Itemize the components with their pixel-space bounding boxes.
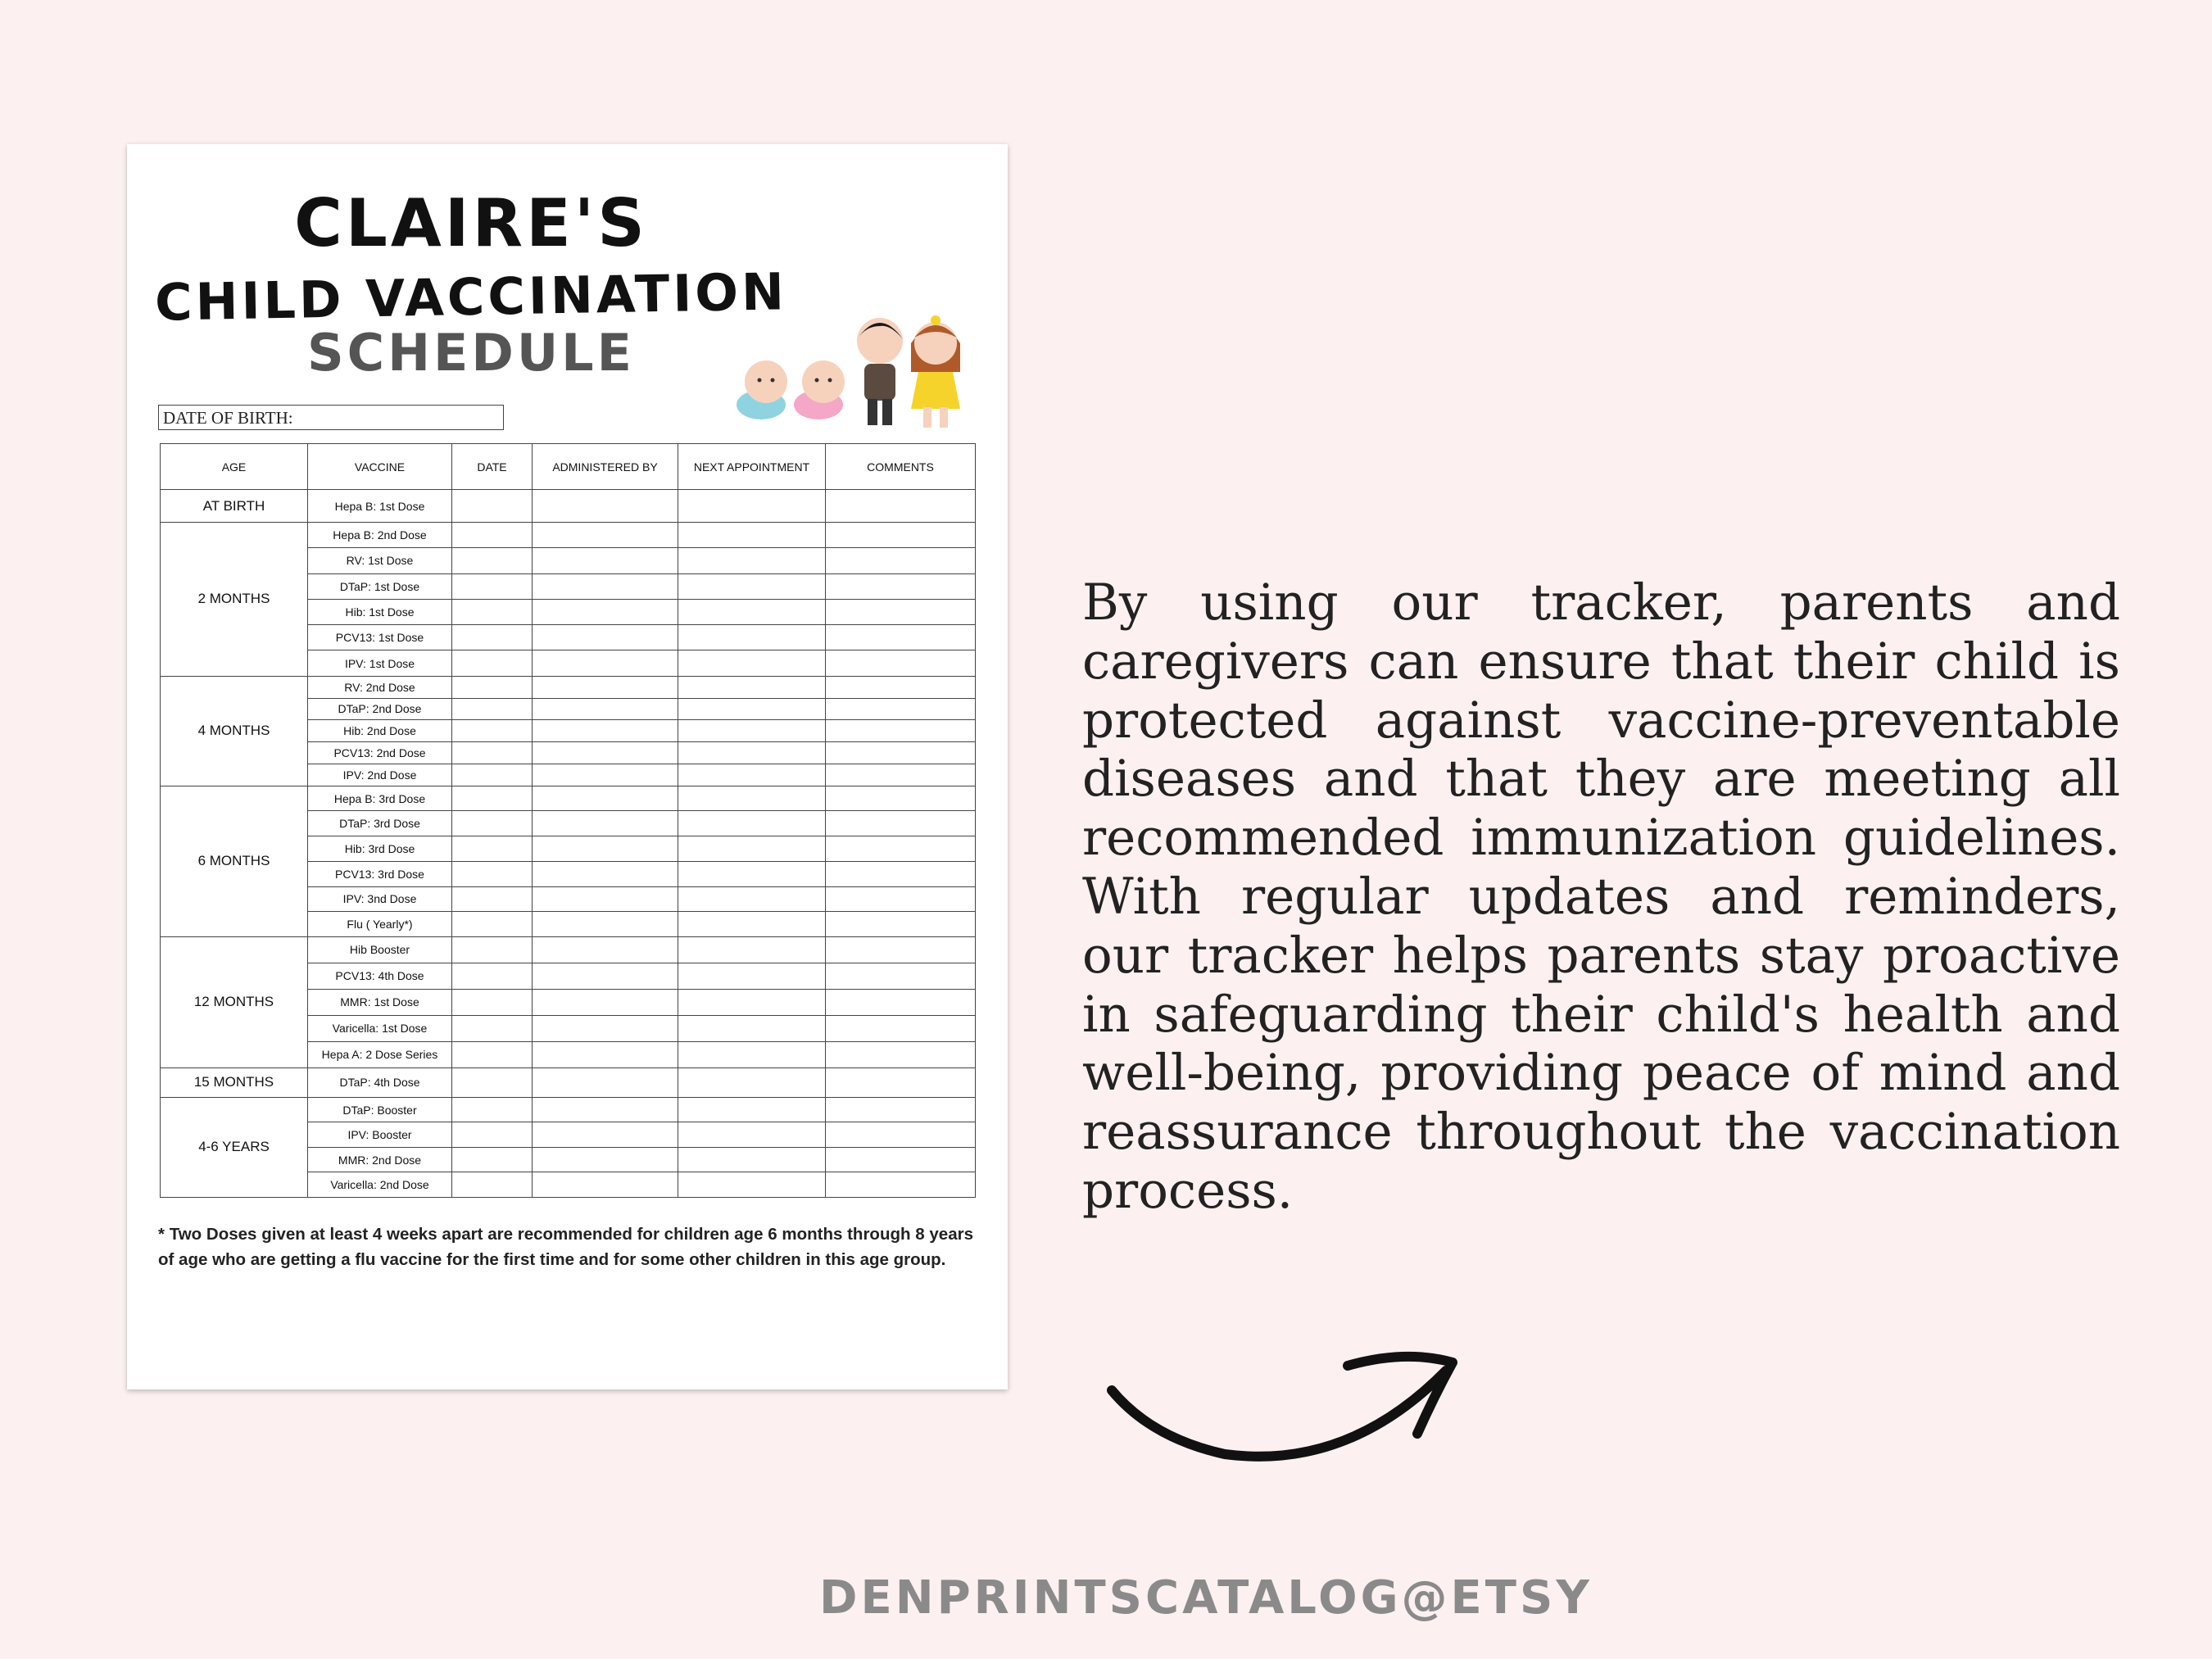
next-appointment-cell[interactable]	[678, 548, 826, 573]
administered-by-cell[interactable]	[533, 1147, 678, 1172]
comments-cell[interactable]	[826, 1097, 976, 1122]
comments-cell[interactable]	[826, 1041, 976, 1067]
vaccine-cell: DTaP: Booster	[308, 1097, 452, 1122]
comments-cell[interactable]	[826, 811, 976, 836]
comments-cell[interactable]	[826, 720, 976, 742]
administered-by-cell[interactable]	[533, 742, 678, 764]
age-cell: AT BIRTH	[161, 490, 308, 523]
table-row	[161, 490, 976, 523]
administered-by-cell[interactable]	[533, 1015, 678, 1041]
date-cell[interactable]	[452, 936, 533, 963]
next-appointment-cell[interactable]	[678, 490, 826, 523]
table-row	[161, 523, 976, 548]
date-cell[interactable]	[452, 811, 533, 836]
age-cell: 2 MONTHS	[161, 523, 308, 677]
date-cell[interactable]	[452, 963, 533, 989]
administered-by-cell[interactable]	[533, 676, 678, 698]
next-appointment-cell[interactable]	[678, 786, 826, 811]
vaccine-cell: IPV: Booster	[308, 1122, 452, 1148]
vaccine-cell: Hib: 3rd Dose	[308, 836, 452, 862]
next-appointment-cell[interactable]	[678, 573, 826, 599]
date-cell[interactable]	[452, 786, 533, 811]
vaccine-cell: Hepa B: 3rd Dose	[308, 786, 452, 811]
table-row	[161, 786, 976, 811]
date-cell[interactable]	[452, 548, 533, 573]
vaccine-cell: IPV: 2nd Dose	[308, 764, 452, 786]
vaccine-cell: DTaP: 1st Dose	[308, 573, 452, 599]
next-appointment-cell[interactable]	[678, 886, 826, 912]
next-appointment-cell[interactable]	[678, 764, 826, 786]
age-cell: 4-6 YEARS	[161, 1097, 308, 1197]
administered-by-cell[interactable]	[533, 523, 678, 548]
table-row	[161, 1067, 976, 1097]
comments-cell[interactable]	[826, 1122, 976, 1148]
comments-cell[interactable]	[826, 1147, 976, 1172]
vaccine-cell: Flu ( Yearly*)	[308, 912, 452, 937]
description-paragraph: By using our tracker, parents and caregivers can ensure that their child is protected against vaccine-preventable diseases and that they are meeting all recommended immunization guidelines. With regular updates and reminders, our tracker helps parents stay proactive in safeguarding their child's health and well-being, providing peace of mind and reassurance throughout the vaccination process.	[1082, 573, 2120, 1220]
next-appointment-cell[interactable]	[678, 1122, 826, 1148]
footnote: * Two Doses given at least 4 weeks apart are recommended for children age 6 months through 8 years of age who are getting a flu vaccine for the first time and for some other children in this age group.	[158, 1225, 973, 1269]
administered-by-cell[interactable]	[533, 548, 678, 573]
administered-by-cell[interactable]	[533, 625, 678, 650]
column-header: COMMENTS	[826, 444, 976, 490]
next-appointment-cell[interactable]	[678, 1041, 826, 1067]
vaccine-cell: Hib: 2nd Dose	[308, 720, 452, 742]
comments-cell[interactable]	[826, 650, 976, 676]
curved-arrow-icon	[1102, 1339, 1471, 1466]
administered-by-cell[interactable]	[533, 698, 678, 720]
date-cell[interactable]	[452, 573, 533, 599]
comments-cell[interactable]	[826, 912, 976, 937]
date-cell[interactable]	[452, 523, 533, 548]
next-appointment-cell[interactable]	[678, 1015, 826, 1041]
date-cell[interactable]	[452, 625, 533, 650]
administered-by-cell[interactable]	[533, 650, 678, 676]
date-cell[interactable]	[452, 599, 533, 624]
comments-cell[interactable]	[826, 764, 976, 786]
column-header: ADMINISTERED BY	[533, 444, 678, 490]
column-header: AGE	[161, 444, 308, 490]
shop-watermark: DENPRINTSCATALOG@ETSY	[819, 1571, 1593, 1625]
vaccine-cell: Hepa B: 1st Dose	[308, 490, 452, 523]
next-appointment-cell[interactable]	[678, 742, 826, 764]
administered-by-cell[interactable]	[533, 1122, 678, 1148]
date-cell[interactable]	[452, 490, 533, 523]
date-cell[interactable]	[452, 698, 533, 720]
comments-cell[interactable]	[826, 989, 976, 1015]
date-cell[interactable]	[452, 912, 533, 937]
next-appointment-cell[interactable]	[678, 1097, 826, 1122]
date-cell[interactable]	[452, 1041, 533, 1067]
vaccine-cell: Hib: 1st Dose	[308, 599, 452, 624]
column-header: NEXT APPOINTMENT	[678, 444, 826, 490]
date-cell[interactable]	[452, 1147, 533, 1172]
sheet-title-name: CLAIRE'S	[294, 185, 648, 261]
comments-cell[interactable]	[826, 836, 976, 862]
vaccine-cell: MMR: 2nd Dose	[308, 1147, 452, 1172]
vaccination-table	[160, 443, 976, 1198]
comments-cell[interactable]	[826, 1015, 976, 1041]
vaccine-cell: MMR: 1st Dose	[308, 989, 452, 1015]
next-appointment-cell[interactable]	[678, 720, 826, 742]
administered-by-cell[interactable]	[533, 1041, 678, 1067]
comments-cell[interactable]	[826, 676, 976, 698]
administered-by-cell[interactable]	[533, 1172, 678, 1198]
vaccination-schedule-sheet	[127, 144, 1008, 1389]
next-appointment-cell[interactable]	[678, 912, 826, 937]
administered-by-cell[interactable]	[533, 963, 678, 989]
next-appointment-cell[interactable]	[678, 676, 826, 698]
next-appointment-cell[interactable]	[678, 836, 826, 862]
administered-by-cell[interactable]	[533, 989, 678, 1015]
table-row	[161, 936, 976, 963]
next-appointment-cell[interactable]	[678, 698, 826, 720]
sheet-subtitle: SCHEDULE	[306, 323, 636, 383]
administered-by-cell[interactable]	[533, 861, 678, 886]
comments-cell[interactable]	[826, 599, 976, 624]
date-cell[interactable]	[452, 650, 533, 676]
comments-cell[interactable]	[826, 936, 976, 963]
comments-cell[interactable]	[826, 573, 976, 599]
next-appointment-cell[interactable]	[678, 1147, 826, 1172]
comments-cell[interactable]	[826, 786, 976, 811]
vaccine-cell: RV: 2nd Dose	[308, 676, 452, 698]
comments-cell[interactable]	[826, 1067, 976, 1097]
age-cell: 4 MONTHS	[161, 676, 308, 786]
administered-by-cell[interactable]	[533, 720, 678, 742]
vaccine-cell: DTaP: 2nd Dose	[308, 698, 452, 720]
date-cell[interactable]	[452, 989, 533, 1015]
vaccine-cell: DTaP: 3rd Dose	[308, 811, 452, 836]
date-of-birth-field: DATE OF BIRTH:	[158, 405, 504, 430]
comments-cell[interactable]	[826, 625, 976, 650]
date-cell[interactable]	[452, 1015, 533, 1041]
date-cell[interactable]	[452, 1122, 533, 1148]
comments-cell[interactable]	[826, 548, 976, 573]
date-cell[interactable]	[452, 1067, 533, 1097]
comments-cell[interactable]	[826, 886, 976, 912]
administered-by-cell[interactable]	[533, 912, 678, 937]
administered-by-cell[interactable]	[533, 936, 678, 963]
administered-by-cell[interactable]	[533, 764, 678, 786]
next-appointment-cell[interactable]	[678, 861, 826, 886]
column-header: DATE	[452, 444, 533, 490]
vaccine-cell: Hepa B: 2nd Dose	[308, 523, 452, 548]
next-appointment-cell[interactable]	[678, 963, 826, 989]
comments-cell[interactable]	[826, 1172, 976, 1198]
children-illustration-icon	[727, 306, 981, 433]
next-appointment-cell[interactable]	[678, 811, 826, 836]
next-appointment-cell[interactable]	[678, 936, 826, 963]
vaccine-cell: Hib Booster	[308, 936, 452, 963]
date-cell[interactable]	[452, 676, 533, 698]
age-cell: 12 MONTHS	[161, 936, 308, 1067]
vaccine-cell: DTaP: 4th Dose	[308, 1067, 452, 1097]
comments-cell[interactable]	[826, 490, 976, 523]
vaccine-cell: Varicella: 1st Dose	[308, 1015, 452, 1041]
next-appointment-cell[interactable]	[678, 625, 826, 650]
comments-cell[interactable]	[826, 963, 976, 989]
next-appointment-cell[interactable]	[678, 1067, 826, 1097]
date-cell[interactable]	[452, 886, 533, 912]
date-cell[interactable]	[452, 742, 533, 764]
age-cell: 15 MONTHS	[161, 1067, 308, 1097]
vaccine-cell: PCV13: 4th Dose	[308, 963, 452, 989]
vaccine-cell: PCV13: 1st Dose	[308, 625, 452, 650]
vaccine-cell: RV: 1st Dose	[308, 548, 452, 573]
administered-by-cell[interactable]	[533, 811, 678, 836]
administered-by-cell[interactable]	[533, 886, 678, 912]
date-cell[interactable]	[452, 720, 533, 742]
vaccine-cell: PCV13: 2nd Dose	[308, 742, 452, 764]
vaccine-cell: IPV: 1st Dose	[308, 650, 452, 676]
next-appointment-cell[interactable]	[678, 599, 826, 624]
administered-by-cell[interactable]	[533, 836, 678, 862]
administered-by-cell[interactable]	[533, 599, 678, 624]
administered-by-cell[interactable]	[533, 1067, 678, 1097]
date-cell[interactable]	[452, 1097, 533, 1122]
vaccine-cell: IPV: 3nd Dose	[308, 886, 452, 912]
vaccine-cell: PCV13: 3rd Dose	[308, 861, 452, 886]
comments-cell[interactable]	[826, 861, 976, 886]
date-cell[interactable]	[452, 861, 533, 886]
next-appointment-cell[interactable]	[678, 1172, 826, 1198]
comments-cell[interactable]	[826, 698, 976, 720]
date-cell[interactable]	[452, 764, 533, 786]
next-appointment-cell[interactable]	[678, 523, 826, 548]
vaccine-cell: Hepa A: 2 Dose Series	[308, 1041, 452, 1067]
table-row	[161, 1097, 976, 1122]
next-appointment-cell[interactable]	[678, 989, 826, 1015]
date-cell[interactable]	[452, 836, 533, 862]
date-cell[interactable]	[452, 1172, 533, 1198]
sheet-title: CHILD VACCINATION	[154, 261, 788, 333]
comments-cell[interactable]	[826, 523, 976, 548]
comments-cell[interactable]	[826, 742, 976, 764]
next-appointment-cell[interactable]	[678, 650, 826, 676]
table-row	[161, 676, 976, 698]
vaccine-cell: Varicella: 2nd Dose	[308, 1172, 452, 1198]
age-cell: 6 MONTHS	[161, 786, 308, 936]
administered-by-cell[interactable]	[533, 786, 678, 811]
column-header: VACCINE	[308, 444, 452, 490]
administered-by-cell[interactable]	[533, 490, 678, 523]
administered-by-cell[interactable]	[533, 1097, 678, 1122]
administered-by-cell[interactable]	[533, 573, 678, 599]
